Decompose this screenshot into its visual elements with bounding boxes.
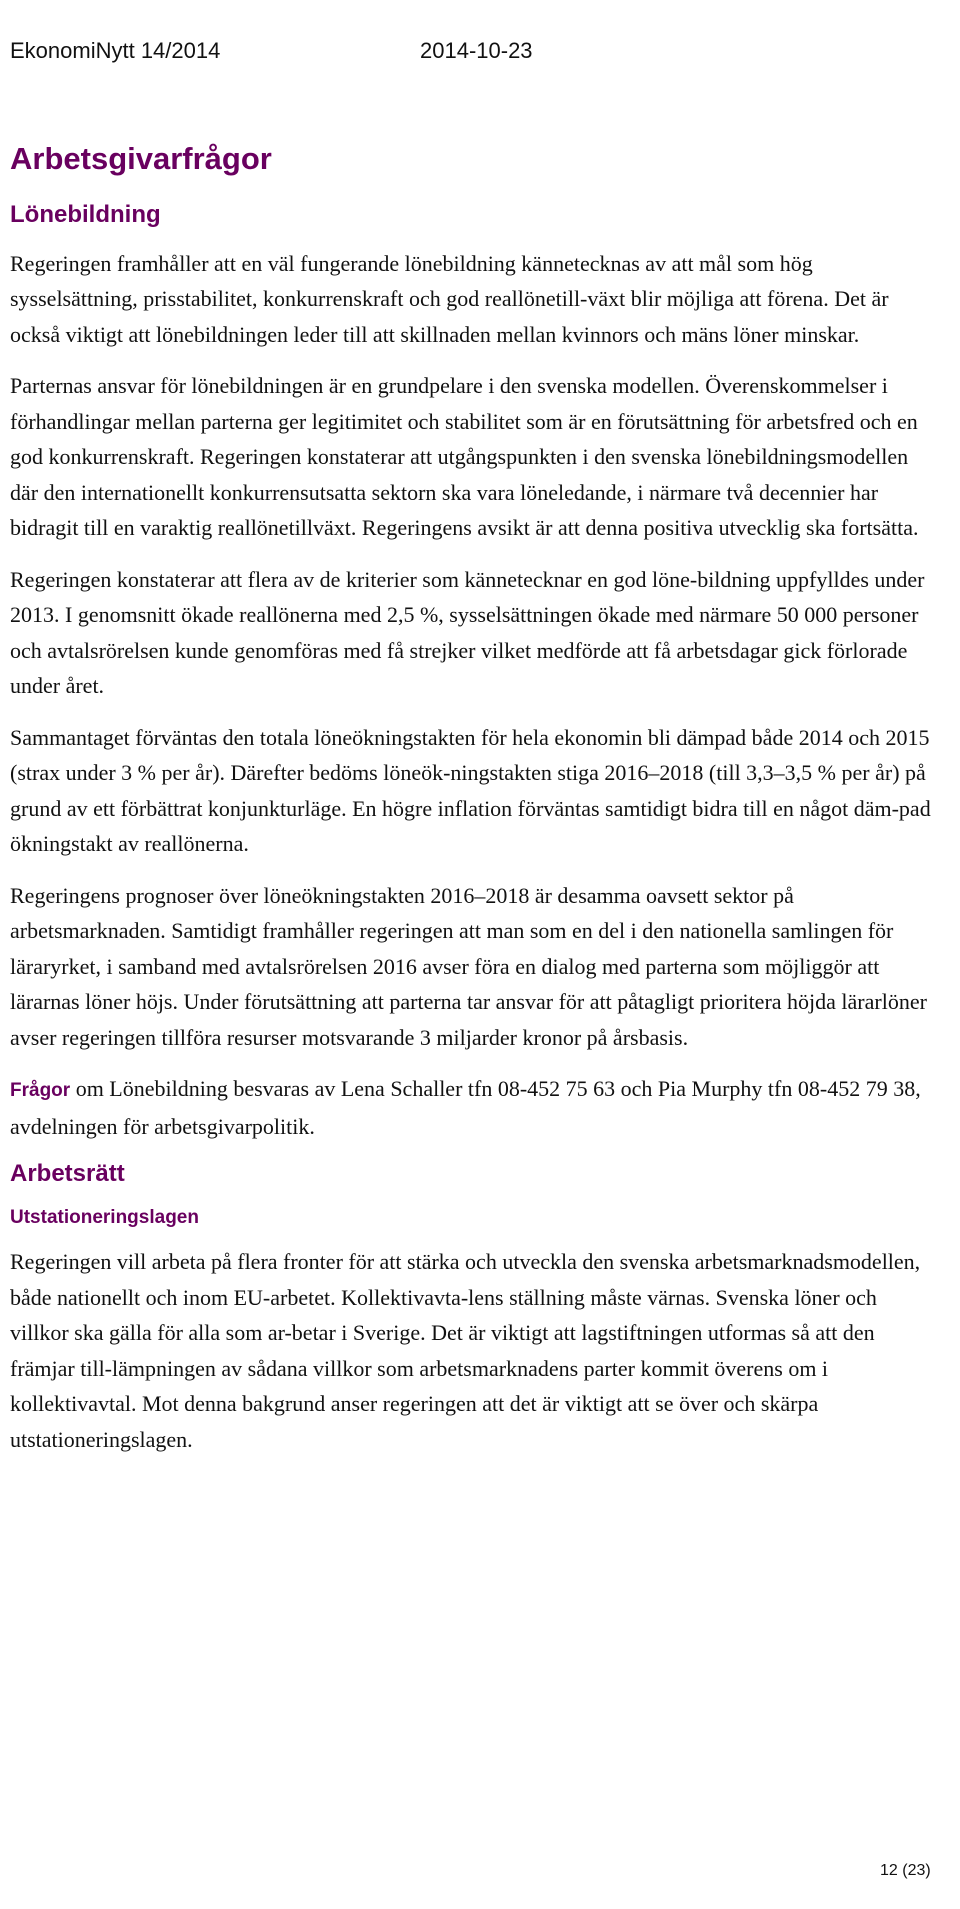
utstationering-heading: Utstationeringslagen (10, 1207, 199, 1229)
paragraph: Regeringen vill arbeta på flera fronter för att stärka och utveckla den svenska arbetsmarknadsmodellen, både nationellt och inom EU-arbetet. Kollektivavta-lens ställning måste värnas. Svenska löner och villkor ska gälla för alla som ar-betar i Sverige. Det är viktigt att lagstiftningen utformas så att den främjar till-lämpningen av sådana villkor som arbetsmarknadens parter kommit överens om i kollektivavtal. Mot denna bakgrund anser regeringen att det är viktigt att se över och skärpa utstationeringslagen. (10, 1249, 921, 1452)
page-header (10, 38, 950, 68)
paragraph: Regeringen konstaterar att flera av de kriterier som kännetecknar en god löne-bildning uppfylldes under 2013. I genomsnitt ökade reallönerna med 2,5 %, sysselsättningen ökade med närmare 50 000 personer och avtalsrörelsen kunde genomföras med få strejker vilket medförde att få arbetsdagar gick förlorade under året. (10, 566, 925, 699)
publication-date: 2014-10-23 (420, 38, 533, 63)
questions-lead: Frågor (10, 1080, 71, 1102)
paragraph: Parternas ansvar för lönebildningen är en grundpelare i den svenska modellen. Överenskommelser i förhandlingar mellan parterna ger legitimitet och stabilitet som är en förutsättning för arbetsfred och en god konkurrenskraft. Regeringen konstaterar att utgångspunkten i den svenska lönebildningsmodellen där den internationellt konkurrensutsatta sektorn ska vara löneledande, i närmare två decennier har bidragit till en varaktig reallönetillväxt. Regeringens avsikt är att denna positiva utvecklig ska fortsätta. (10, 373, 919, 541)
paragraph: Sammantaget förväntas den totala löneökningstakten för hela ekonomin bli dämpad både 2014 och 2015 (strax under 3 % per år). Därefter bedöms löneök-ningstakten stiga 2016–2018 (till 3,3–3,5 % per år) på grund av ett förbättrat konjunkturläge. En högre inflation förväntas samtidigt bidra till en något däm-pad ökningstakt av reallönerna. (10, 724, 931, 857)
paragraph: Regeringens prognoser över löneökningstakten 2016–2018 är desamma oavsett sektor på arbetsmarknaden. Samtidigt framhåller regeringen att man som en del i den nationella samlingen för läraryrket, i samband med avtalsrörelsen 2016 avser föra en dialog med parterna som möjliggör att lärarnas löner höjs. Under förutsättning att parterna tar ansvar för att påtagligt prioritera höjda lärarlöner avser regeringen tillföra resurser motsvarande 3 miljarder kronor på årsbasis. (10, 882, 927, 1050)
publication-title: EkonomiNytt 14/2014 (10, 38, 221, 63)
document-body (10, 140, 935, 1473)
questions-text: om Lönebildning besvaras av Lena Schaller tfn 08-452 75 63 och Pia Murphy tfn 08-452 79 38, avdelningen för arbetsgivarpolitik. (10, 1076, 921, 1139)
arbetsratt-heading: Arbetsrätt (10, 1160, 125, 1188)
section-title: Arbetsgivarfrågor (10, 141, 272, 176)
lonebildning-heading: Lönebildning (10, 201, 161, 229)
page-number: 12 (23) (880, 1862, 931, 1879)
paragraph: Regeringen framhåller att en väl fungerande lönebildning kännetecknas av att mål som hög sysselsättning, prisstabilitet, konkurrenskraft och god reallönetill-växt blir möjliga att förena. Det är också viktigt att lönebildningen leder till att skillnaden mellan kvinnors och mäns löner minskar. (10, 250, 889, 347)
questions-paragraph (10, 1071, 935, 1144)
